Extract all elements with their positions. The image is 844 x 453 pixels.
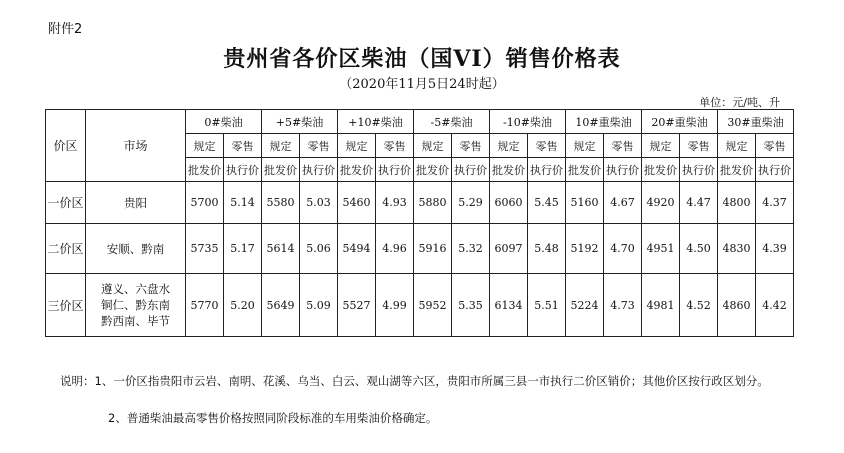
attachment-label: 附件2 [48,22,83,37]
cell-wholesale-price: 5880 [414,182,452,224]
cell-wholesale-price: 5916 [414,224,452,274]
cell-wholesale-price: 4830 [718,224,756,274]
header-wholesale-price: 批发价 [414,158,452,182]
header-retail-price: 执行价 [452,158,490,182]
header-wholesale-price: 批发价 [566,158,604,182]
cell-wholesale-price: 4920 [642,182,680,224]
header-sub-wholesale: 规定 [642,134,680,158]
header-sub-wholesale: 规定 [414,134,452,158]
header-sub-retail: 零售 [224,134,262,158]
cell-region: 一价区 [46,182,86,224]
header-sub-retail: 零售 [300,134,338,158]
cell-wholesale-price: 4951 [642,224,680,274]
cell-retail-price: 4.93 [376,182,414,224]
cell-wholesale-price: 5160 [566,182,604,224]
header-sub-wholesale: 规定 [262,134,300,158]
cell-retail-price: 5.35 [452,274,490,337]
cell-retail-price: 4.70 [604,224,642,274]
header-fuel-type: 20#重柴油 [642,110,718,134]
cell-wholesale-price: 4981 [642,274,680,337]
header-fuel-type: +5#柴油 [262,110,338,134]
header-wholesale-price: 批发价 [262,158,300,182]
header-sub-retail: 零售 [452,134,490,158]
cell-retail-price: 4.96 [376,224,414,274]
header-sub-retail: 零售 [528,134,566,158]
header-sub-wholesale: 规定 [718,134,756,158]
notes-line-1: 说明：1、一价区指贵阳市云岩、南明、花溪、乌当、白云、观山湖等六区，贵阳市所属三县一市执行二价区销价；其他价区按行政区划分。 [60,374,769,388]
header-retail-price: 执行价 [756,158,794,182]
price-table [45,109,794,337]
header-sub-wholesale: 规定 [566,134,604,158]
cell-wholesale-price: 4800 [718,182,756,224]
header-sub-wholesale: 规定 [490,134,528,158]
cell-region: 二价区 [46,224,86,274]
effective-date: （2020年11月5日24时起） [339,77,505,92]
market-name: 铜仁、黔东南 [101,298,170,312]
table-row [46,224,794,274]
header-fuel-type: -10#柴油 [490,110,566,134]
header-sub-wholesale: 规定 [338,134,376,158]
cell-retail-price: 5.14 [224,182,262,224]
market-name: 安顺、黔南 [106,241,165,256]
header-wholesale-price: 批发价 [718,158,756,182]
cell-wholesale-price: 4860 [718,274,756,337]
cell-wholesale-price: 6097 [490,224,528,274]
cell-retail-price: 4.73 [604,274,642,337]
cell-retail-price: 5.51 [528,274,566,337]
cell-retail-price: 5.09 [300,274,338,337]
cell-region: 三价区 [46,274,86,337]
cell-wholesale-price: 5952 [414,274,452,337]
cell-wholesale-price: 5700 [186,182,224,224]
header-wholesale-price: 批发价 [338,158,376,182]
header-wholesale-price: 批发价 [642,158,680,182]
unit-label: 单位：元/吨、升 [699,96,780,109]
cell-wholesale-price: 5494 [338,224,376,274]
cell-wholesale-price: 5527 [338,274,376,337]
cell-market [86,182,186,224]
cell-wholesale-price: 5770 [186,274,224,337]
cell-market [86,274,186,337]
cell-retail-price: 4.47 [680,182,718,224]
header-retail-price: 执行价 [680,158,718,182]
header-fuel-type: 30#重柴油 [718,110,794,134]
header-wholesale-price: 批发价 [186,158,224,182]
header-retail-price: 执行价 [224,158,262,182]
cell-retail-price: 4.39 [756,224,794,274]
cell-market [86,224,186,274]
cell-wholesale-price: 5192 [566,224,604,274]
header-market: 市场 [86,110,186,182]
header-fuel-type: 0#柴油 [186,110,262,134]
header-retail-price: 执行价 [528,158,566,182]
cell-retail-price: 5.48 [528,224,566,274]
table-row [46,274,794,337]
page-title: 贵州省各价区柴油（国VI）销售价格表 [223,46,621,72]
header-retail-price: 执行价 [604,158,642,182]
header-wholesale-price: 批发价 [490,158,528,182]
header-sub-wholesale: 规定 [186,134,224,158]
cell-wholesale-price: 5649 [262,274,300,337]
header-sub-retail: 零售 [376,134,414,158]
cell-retail-price: 5.20 [224,274,262,337]
cell-wholesale-price: 5614 [262,224,300,274]
header-region: 价区 [46,110,86,182]
cell-retail-price: 4.99 [376,274,414,337]
cell-retail-price: 4.42 [756,274,794,337]
header-fuel-type: 10#重柴油 [566,110,642,134]
header-sub-retail: 零售 [604,134,642,158]
header-retail-price: 执行价 [376,158,414,182]
cell-retail-price: 5.06 [300,224,338,274]
cell-retail-price: 4.50 [680,224,718,274]
market-name: 黔西南、毕节 [101,314,170,328]
cell-wholesale-price: 5735 [186,224,224,274]
header-sub-retail: 零售 [756,134,794,158]
cell-wholesale-price: 6134 [490,274,528,337]
table-row [46,182,794,224]
notes-line-2: 2、普通柴油最高零售价格按照同阶段标准的车用柴油价格确定。 [108,411,438,425]
market-name: 贵阳 [124,195,147,210]
cell-wholesale-price: 5224 [566,274,604,337]
cell-retail-price: 4.52 [680,274,718,337]
cell-retail-price: 5.32 [452,224,490,274]
cell-wholesale-price: 6060 [490,182,528,224]
header-sub-retail: 零售 [680,134,718,158]
cell-retail-price: 5.03 [300,182,338,224]
cell-wholesale-price: 5460 [338,182,376,224]
header-fuel-type: +10#柴油 [338,110,414,134]
header-fuel-type: -5#柴油 [414,110,490,134]
header-retail-price: 执行价 [300,158,338,182]
cell-wholesale-price: 5580 [262,182,300,224]
cell-retail-price: 5.45 [528,182,566,224]
market-name: 遵义、六盘水 [101,282,170,296]
cell-retail-price: 4.67 [604,182,642,224]
cell-retail-price: 4.37 [756,182,794,224]
cell-retail-price: 5.17 [224,224,262,274]
cell-retail-price: 5.29 [452,182,490,224]
